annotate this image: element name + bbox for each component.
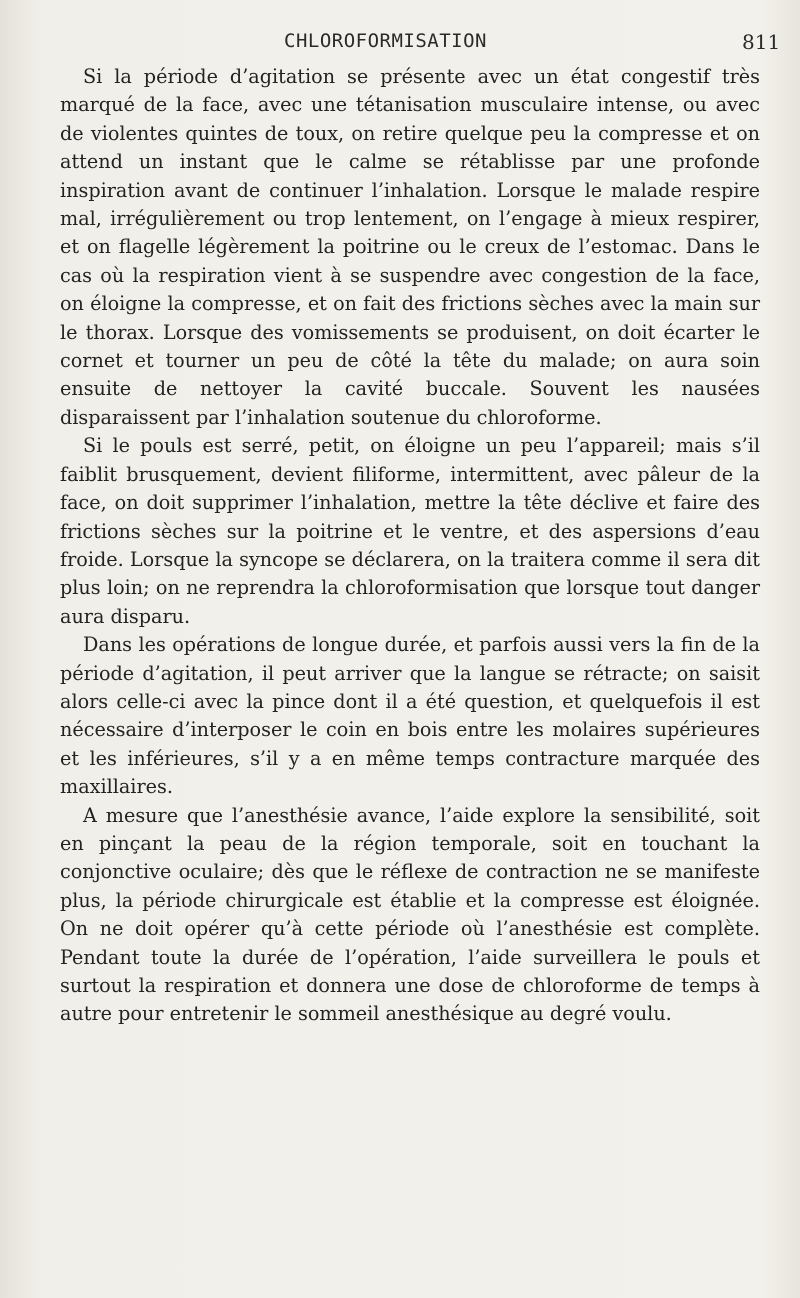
paragraph: Dans les opérations de longue durée, et parfois aussi vers la fin de la période d’agitation, il peut arriver que la langue se rétracte; on saisit alors celle-ci avec la pince dont il a été question, et quelquefois il est nécessaire d’interposer le coin en bois entre les molaires supérieures et les inférieures, s’il y a en même temps contracture marquée des maxillaires. — [60, 633, 760, 799]
running-title: CHLOROFORMISATION — [284, 30, 487, 52]
page-number: 811 — [742, 30, 781, 54]
paragraph: Si le pouls est serré, petit, on éloigne un peu l’appareil; mais s’il faiblit brusquement, devient filiforme, intermittent, avec pâleur de la face, on doit supprimer l’inhalation, mettre la tête déclive et faire des frictions sèches sur la poitrine et le ventre, et des aspersions d’eau froide. Lorsque la syncope se déclarera, on la traitera comme il sera dit plus loin; on ne reprendra la chloroformisation que lorsque tout danger aura disparu. — [60, 434, 760, 628]
page-header — [0, 30, 800, 60]
paragraph: Si la période d’agitation se présente avec un état congestif très marqué de la face, avec une tétanisation musculaire intense, ou avec de violentes quintes de toux, on retire quelque peu la compresse et on attend un instant que le calme se rétablisse par une profonde inspiration avant de continuer l’inhalation. Lorsque le malade respire mal, irrégulièrement ou trop lentement, on l’engage à mieux respirer, et on flagelle légèrement la poitrine ou le creux de l’estomac. Dans le cas où la respiration vient à se suspendre avec congestion de la face, on éloigne la compresse, et on fait des frictions sèches avec la main sur le thorax. Lorsque des vomissements se produisent, on doit écarter le cornet et tourner un peu de côté la tête du malade; on aura soin ensuite de nettoyer la cavité buccale. Souvent les nausées disparaissent par l’inhalation soutenue du chloroforme. — [60, 65, 760, 429]
body-text — [60, 63, 760, 1029]
paragraph: A mesure que l’anesthésie avance, l’aide explore la sensibilité, soit en pinçant la peau de la région temporale, soit en touchant la conjonctive oculaire; dès que le réflexe de contraction ne se manifeste plus, la période chirurgicale est établie et la compresse est éloignée. On ne doit opérer qu’à cette période où l’anesthésie est complète. Pendant toute la durée de l’opération, l’aide surveillera le pouls et surtout la respiration et donnera une dose de chloroforme de temps à autre pour entretenir le sommeil anesthésique au degré voulu. — [60, 803, 760, 1026]
